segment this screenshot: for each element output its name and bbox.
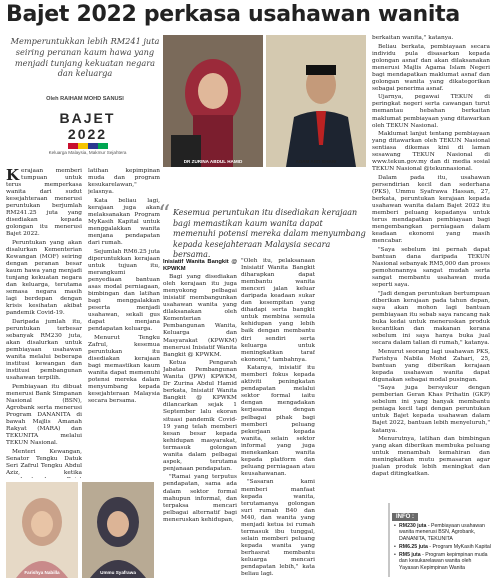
paragraph: latihan kepimpinan muda dan program kesukarelawan," jelasnya. bbox=[88, 168, 160, 196]
paragraph: "Ramai yang terputus pendapatan, sama ada dalam sektor formal mahupun informal, dan terpaksa mencari pelbagai alternatif bagi meneruskan kehidupan, bbox=[163, 474, 237, 523]
info-text: - Program MyKasih Kapital bbox=[427, 543, 491, 550]
paragraph: Ketua Pengarah Jabatan Pembangunan Wanita (JPW) KPWKM, Dr Zurina Abdul Hamid berkata, Inisiatif Wanita Bangkit @ KPWKM dilancarkan sejak 1 September lalu ekoran situasi pandemik Covid-19 yang telah memberi kesan besar kepada kehidupan masyarakat, termasuk golongan wanita dalam pelbagai aspek, terutama penjanaan pendapatan. bbox=[163, 360, 237, 472]
bullet-icon: • bbox=[394, 523, 396, 529]
subheading: Inisiatif Wanita Bangkit @ KPWKM bbox=[163, 259, 237, 273]
bullet-icon: • bbox=[394, 552, 396, 559]
portrait-woman-icon bbox=[82, 482, 154, 578]
byline: Oleh RAIHAM MOHD SANUSI bbox=[46, 96, 124, 102]
photo-adam bbox=[266, 35, 366, 167]
paragraph: Sejumlah RM6.25 juta diperuntukkan kerajaan untuk tujuan itu, merangkumi penyediaan bantuan asas modal perniagaan, bimbingan dan latihan bagi menggalakkan peserta menjadi usahawan, sekali gus dapat menjana pendapatan keluarga. bbox=[88, 248, 160, 333]
paragraph: Menurutnya, latihan dan bimbingan yang akan diberikan membuka peluang untuk menambah kemahiran dan meningkatkan mutu pemasaran agar jualan produk lebih meningkat dan dapat ditingkatkan. bbox=[372, 436, 490, 478]
bajet-logo bbox=[40, 110, 135, 155]
paragraph: Maklumat lanjut tentang pembiayaan yang ditawarkan oleh TEKUN Nasional sentiasa dikemas kini di laman sesawang TEKUN Nasional di www.tekun.gov.my dan di media sosial TEKUN Nasional @tekunnasional. bbox=[372, 131, 490, 173]
paragraph: Daripada jumlah itu, peruntukan terbesar sebanyak RM230 juta, akan disalurkan untuk pembiayaan usahawan wanita melalui beberapa institusi kewangan dan institusi pembangunan usahawan terpilih. bbox=[6, 318, 82, 382]
portrait-woman-icon bbox=[6, 482, 78, 578]
headline: Bajet 2022 perkasa usahawan wanita bbox=[6, 2, 460, 27]
caption-zurina: DR ZURINA ABDUL HAMID bbox=[183, 159, 243, 164]
column-4 bbox=[372, 35, 490, 501]
deck: Memperuntukkan lebih RM241 juta seiring peranan kaum hawa yang menjadi tunjang kekuatan negara dan keluarga bbox=[10, 36, 160, 79]
info-amount: RM230 juta bbox=[399, 523, 427, 529]
paragraph: Kata beliau lagi, kerajaan juga akan melaksanakan Program MyKasih Kapital untuk menggalakkan wanita menjana pendapatan dari rumah. bbox=[88, 197, 160, 246]
photo-zurina bbox=[163, 35, 263, 167]
quote-mark-icon: “ bbox=[158, 200, 171, 228]
column-2b bbox=[163, 258, 237, 578]
info-title: INFO : bbox=[392, 513, 418, 521]
info-item bbox=[394, 552, 491, 571]
paragraph: Beliau berkata, pembiayaan secara individu pula disasarkan kepada golongan asnaf dan akan dilaksanakan menerusi Majlis Agama Islam Negeri bagi mendapatkan maklumat asnaf dan golongan wanita yang dikategorikan sebagai penerima asnaf. bbox=[372, 43, 490, 92]
paragraph: Peruntukan yang akan disalurkan Kementerian Kewangan (MOF) seiring dengan peranan besar kaum hawa yang menjadi tunjang kekuatan negara dan keluarga, terutama semasa negara masih lagi berdepan dengan krisis kesihatan akibat pandemik Covid-19. bbox=[6, 239, 82, 317]
paragraph: "Oleh itu, pelaksanaan Inisiatif Wanita Bangkit diharapkan dapat membantu wanita menceri jalan keluar daripada keadaan sukar dan kesempitan yang dihadapi serta bangkit untuk membina semula kehidupan yang lebih baik dengan membantu diri sendiri serta keluarga untuk meningkatkan taraf ekonomi," tambahnya. bbox=[241, 258, 315, 363]
logo-title: BAJET 2022 bbox=[59, 110, 116, 142]
paragraph: Pembiayaan itu dibuat menerusi Bank Simpanan Nasional (BSN), Agrobank serta menerusi Program DANANITA di bawah Majlis Amanah Rakyat (MARA) dan TEKUNITA melalui TEKUN Nasional. bbox=[6, 383, 82, 447]
caption-adam: ADAM ABD GHANI bbox=[295, 159, 337, 164]
caption-farishya: Farishya Nabilla bbox=[24, 570, 60, 575]
paragraph: Ujarnya, pegawai TEKUN di peringkat negeri serta cawangan turut memantau hebahan berkaitan maklumat pembiayaan yang ditawarkan oleh TEKUN Nasional. bbox=[372, 94, 490, 129]
paragraph: berkaitan wanita," katanya. bbox=[372, 35, 454, 41]
paragraph: Katanya, inisiatif itu memberi fokus kepada aktiviti peningkatan pendapatan melalui sektor formal iaitu dengan mengadakan kerjasama dengan pelbagai pihak bagi memberi peluang pekerjaan kepada wanita, selain sektor informal yang juga menekankan wanita kepada platform dan peluang perniagaan atau keusahawanan. bbox=[241, 365, 315, 477]
logo-flag-icon bbox=[68, 143, 108, 149]
paragraph: "Sasaran kami memberi manfaat kepada wanita, terutamanya golongan suri rumah B40 dan M40, dan wanita yang menjadi ketua isi rumah termasuk ibu tunggal, selain memberi peluang kepada wanita yang berhasrat membantu keluarga mencari pendapatan lebih," kata beliau lagi. bbox=[241, 479, 315, 578]
info-amount: RM5 juta bbox=[399, 552, 421, 559]
column-2 bbox=[88, 168, 160, 478]
photo-ummu bbox=[82, 482, 154, 578]
paragraph: "Saya juga bersyukur dengan pemberian Geran Khas Prihatin (GKP) sebelum ini yang banyak membantu peniaga kecil tapi dengan peruntukan untuk Bajet kepada usahawan dalam Bajet 2022, bantuan lebih menyeluruh," katanya. bbox=[372, 385, 490, 434]
portrait-woman-icon bbox=[163, 35, 263, 167]
bullet-icon: • bbox=[394, 543, 396, 550]
column-3 bbox=[241, 258, 315, 578]
photo-farishya bbox=[6, 482, 78, 578]
info-box bbox=[388, 503, 493, 577]
paragraph: Dalam pada itu, usahawan persendirian kecil dan sederhana (PKS), Ummu Syafrawa Hassan, 27, berkata, peruntukan kerajaan kepada usahawan wanita dalam Bajet 2022 itu memberi peluang kepadanya untuk terus mendapatkan pembiayaan bagi mengembangkan perniagaan dalam keadaan ekonomi yang masih mencabar. bbox=[372, 174, 490, 245]
logo-subtitle: Keluarga Malaysia, Makmur Sejahtera bbox=[48, 150, 127, 155]
paragraph: Kerajaan memberi tumpuan untuk terus memperkasa wanita dari sudut kesejahteraan menerusi peruntukan berjumlah RM241.25 juta yang disediakan kepada golongan itu menerusi Bajet 2022. bbox=[6, 168, 82, 238]
paragraph: "Jadi dengan peruntukan bertumpuan diberikan kerajaan pada tahun depan, saya akan mohon lagi bantuan pembiayaan itu sebab saya rancang nak buka kedai untuk meneruskan produk kecantikan dan makanan kerana sebelum ini saya hanya buka jual secara dalam talian di rumah," katanya. bbox=[372, 290, 490, 346]
pull-quote: Kesemua peruntukan itu disediakan kerajaan bagi memastikan kaum wanita dapat memenuhi potensi mereka dalam menyumbang kepada kesejahteraan Malaysia secara bersama. bbox=[173, 208, 366, 260]
portrait-man-icon bbox=[266, 35, 366, 167]
info-amount: RM6.25 juta bbox=[399, 543, 428, 550]
info-text: - Pembiayaan usahawan wanita menerusi BSN, Agrobank, DANANITA, TEKUNITA bbox=[399, 523, 485, 542]
paragraph: Menurut seorang lagi usahawan PKS, Farishya Nabila Mohd Zahari, 25, bantuan yang diberikan kerajaan kepada usahawan wanita dapat digunakan sebagai modal pusingan. bbox=[372, 348, 490, 383]
column-1 bbox=[6, 168, 82, 478]
paragraph: Menteri Kewangan, Senator Tengku Datuk Seri Zafrul Tengku Abdul Aziz, ketika bbox=[6, 448, 82, 476]
paragraph: Menurut Tengku Zafrul, kesemua peruntukan itu disediakan kerajaan bagi memastikan kaum wanita dapat memenuhi potensi mereka dalam menyumbang kepada kesejahteraan Malaysia secara bersama. bbox=[88, 334, 160, 404]
info-item bbox=[394, 523, 491, 542]
paragraph: "Saya sebelum ini pernah dapat bantuan dana daripada TEKUN Nasional sebanyak RM5,000 dan proses pemohonannya sangat mudah serta sangat membantu usahawan muda seperti saya. bbox=[372, 246, 490, 289]
paragraph: Bagi yang disediakan oleh kerajaan itu juga menyokong pelbagai inisiatif membangunkan usahawan wanita yang dilaksanakan oleh Kementerian Pembangunan Wanita, Keluarga dan Masyarakat (KPWKM) menerusi Inisiatif Wanita Bangkit @ KPWKM. bbox=[163, 274, 237, 358]
info-item bbox=[394, 544, 491, 550]
dropcap: K bbox=[6, 168, 20, 184]
info-text: - Program kepimpinan muda dan kesukarelawan wanita oleh Yayasan Kepimpinan Wanita bbox=[399, 552, 488, 571]
caption-ummu: Ummu Syafrawa bbox=[100, 570, 136, 575]
